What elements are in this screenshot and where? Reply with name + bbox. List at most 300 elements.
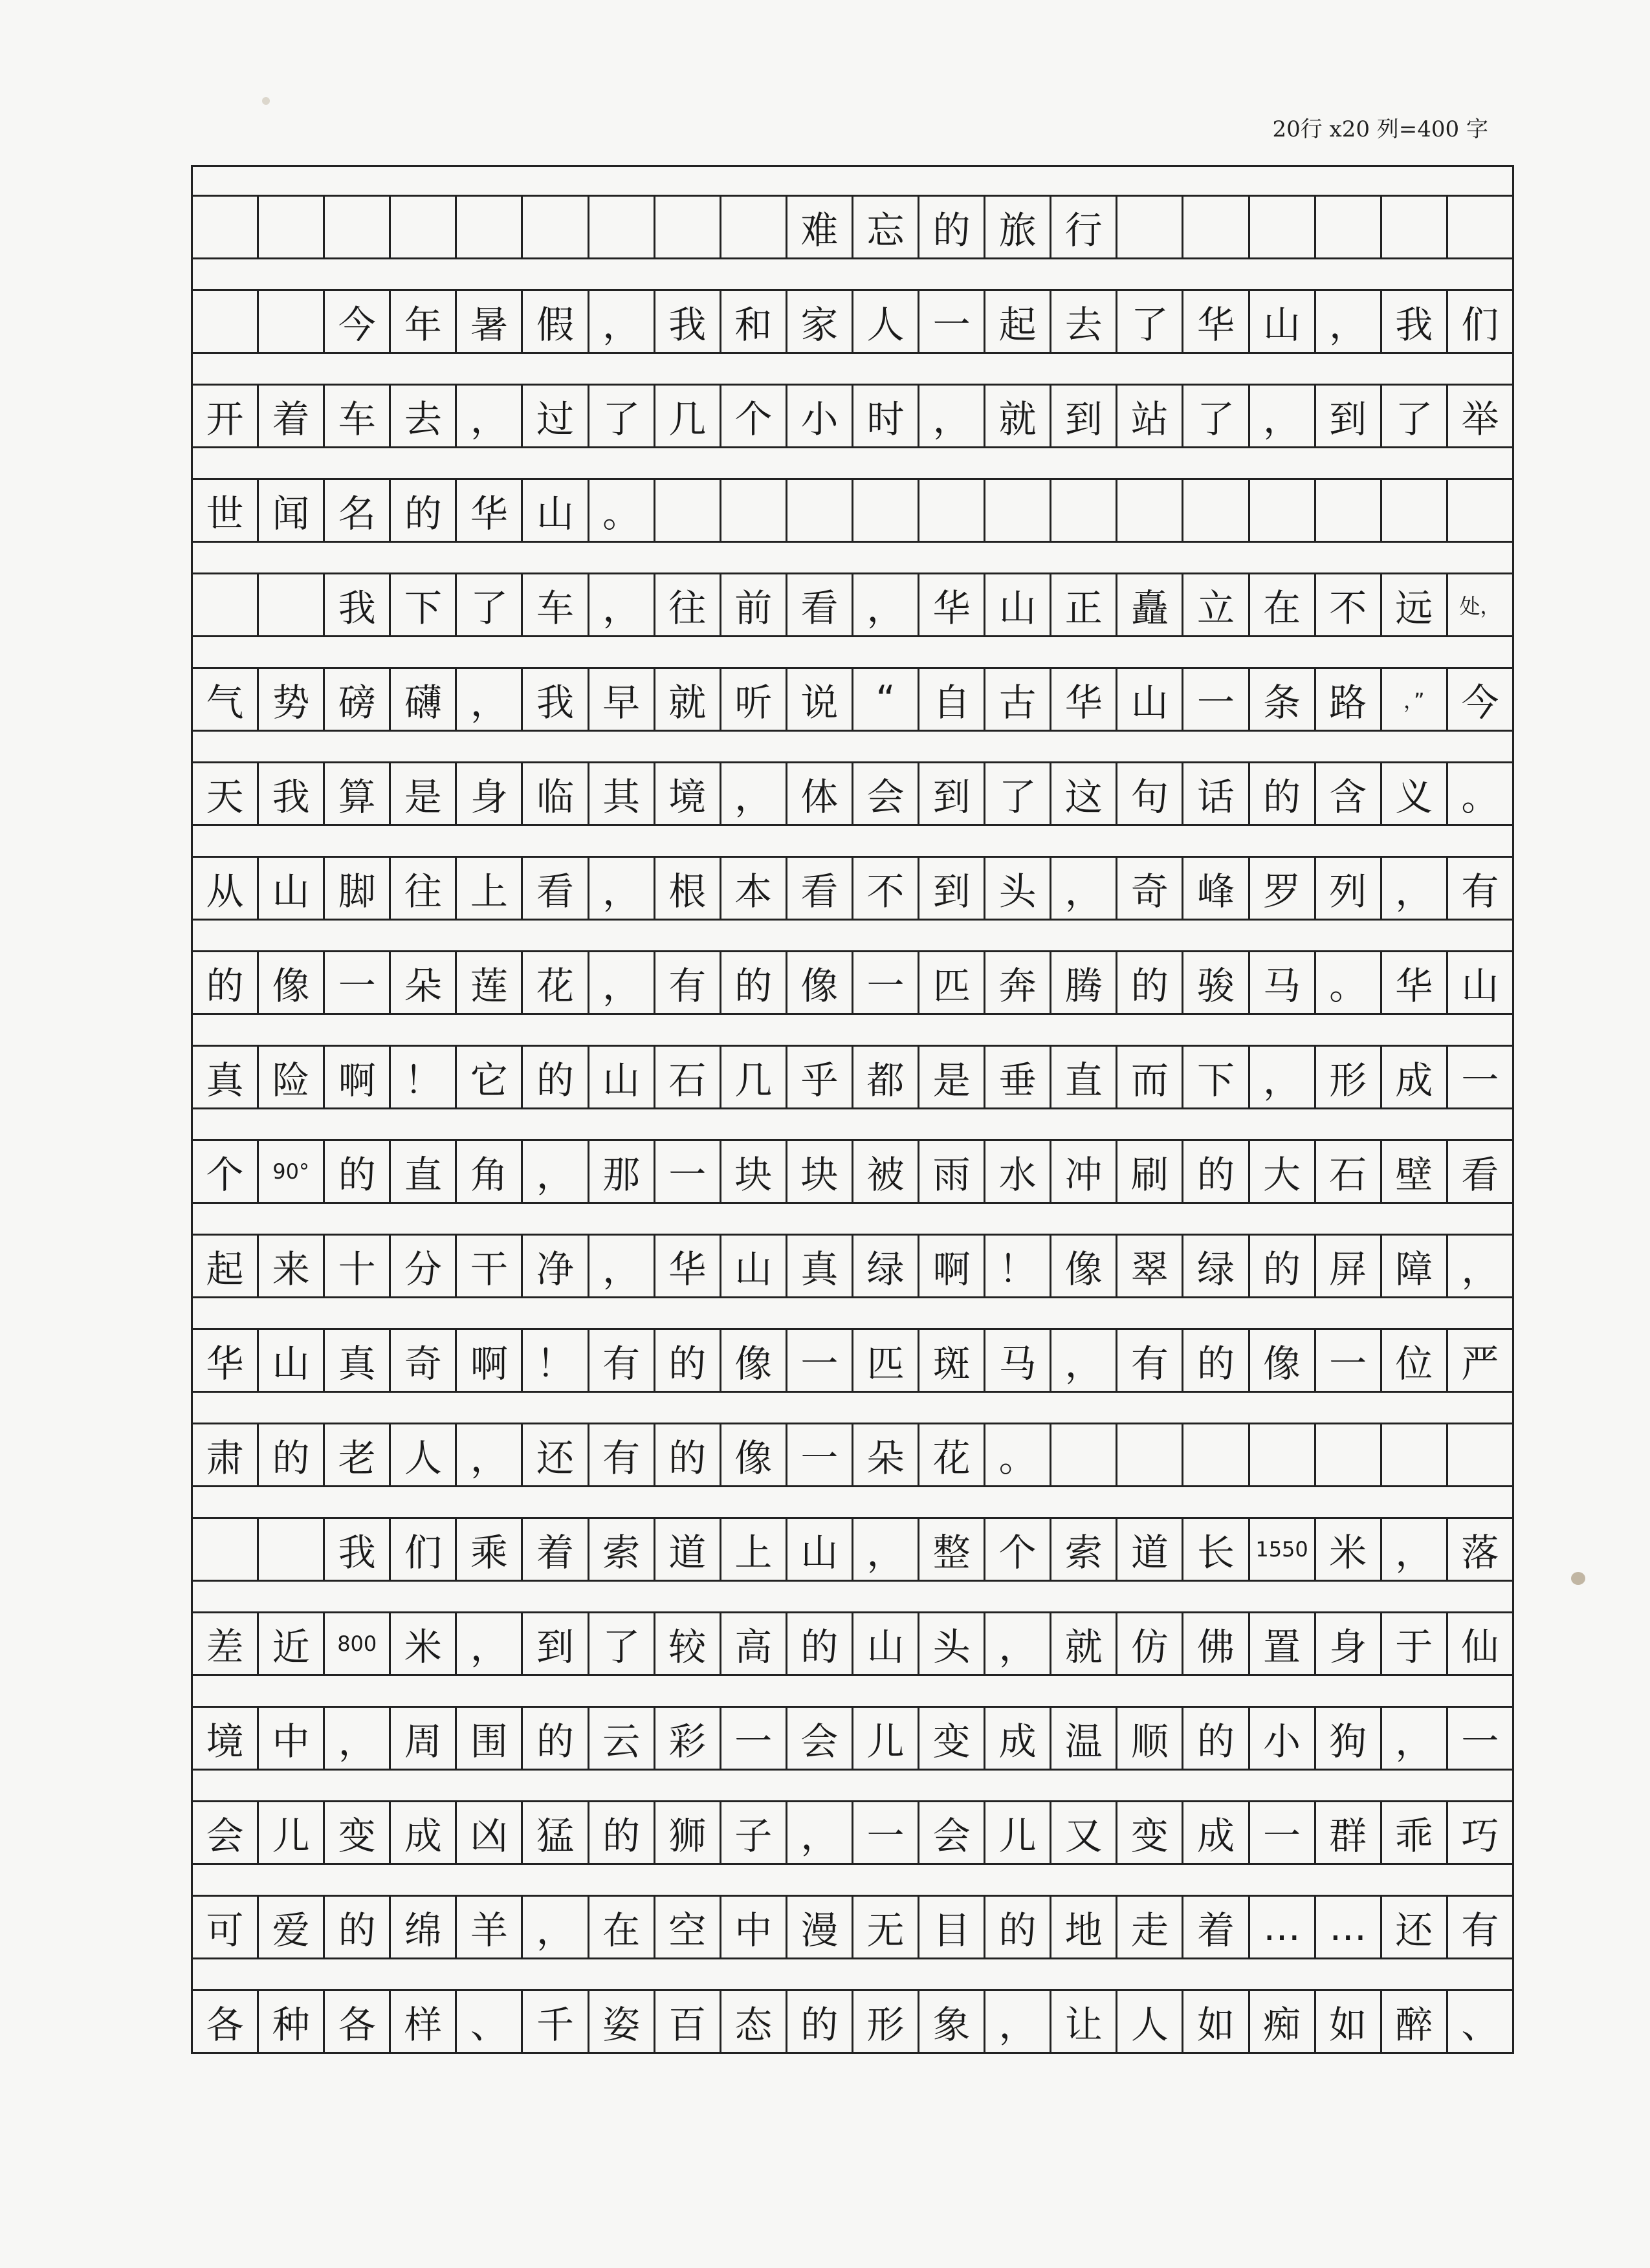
grid-cell: ， [589, 1236, 655, 1296]
grid-cell [1382, 197, 1448, 257]
grid-cell: 、 [457, 1991, 523, 2052]
grid-cell: 闻 [259, 480, 325, 541]
grid-cell: 形 [853, 1991, 919, 2052]
grid-cell: 无 [853, 1897, 919, 1957]
text-row [191, 384, 1514, 448]
grid-cell: 年 [391, 291, 457, 352]
text-row [191, 572, 1514, 637]
grid-cell: 往 [391, 858, 457, 919]
grid-cell: ， [589, 858, 655, 919]
grid-cell: 仙 [1448, 1613, 1514, 1674]
grid-cell [1448, 480, 1514, 541]
grid-cell: 一 [721, 1708, 787, 1769]
grid-cell: 就 [655, 669, 721, 730]
grid-cell: 峰 [1183, 858, 1249, 919]
grid-cell: 仿 [1117, 1613, 1183, 1674]
grid-cell: 上 [457, 858, 523, 919]
grid-cell: 乖 [1382, 1802, 1448, 1863]
grid-cell: 于 [1382, 1613, 1448, 1674]
grid-cell: 一 [787, 1424, 853, 1485]
text-row [191, 289, 1514, 354]
grid-cell: 较 [655, 1613, 721, 1674]
grid-cell: 来 [259, 1236, 325, 1296]
grid-cell: 我 [655, 291, 721, 352]
grid-cell [259, 291, 325, 352]
text-row [191, 1234, 1514, 1298]
grid-cell: 道 [655, 1519, 721, 1580]
grid-cell: 高 [721, 1613, 787, 1674]
grid-cell: 人 [391, 1424, 457, 1485]
grid-cell: 的 [325, 1897, 391, 1957]
row-gap [191, 1771, 1514, 1800]
grid-cell: 围 [457, 1708, 523, 1769]
grid-cell: 千 [523, 1991, 589, 2052]
grid-cell: 花 [523, 952, 589, 1013]
grid-cell: 我 [1382, 291, 1448, 352]
grid-cell: 狮 [655, 1802, 721, 1863]
grid-cell: ， [853, 1519, 919, 1580]
grid-cell: 。 [589, 480, 655, 541]
grid-cell: 的 [721, 952, 787, 1013]
grid-cell: 净 [523, 1236, 589, 1296]
grid-cell: 去 [1051, 291, 1117, 352]
grid-cell: 山 [721, 1236, 787, 1296]
grid-cell: ， [589, 952, 655, 1013]
grid-cell: 严 [1448, 1330, 1514, 1391]
grid-cell [1448, 197, 1514, 257]
grid-cell: 啊 [325, 1047, 391, 1107]
grid-cell: 名 [325, 480, 391, 541]
grid-cell: 我 [259, 763, 325, 824]
grid-cell: 条 [1250, 669, 1316, 730]
grid-cell: 一 [1316, 1330, 1382, 1391]
grid-cell: 山 [259, 858, 325, 919]
grid-cell: 世 [193, 480, 259, 541]
grid-cell: 体 [787, 763, 853, 824]
grid-cell: 的 [1250, 763, 1316, 824]
grid-cell: 成 [985, 1708, 1051, 1769]
grid-cell: 小 [787, 386, 853, 446]
grid-cell: 起 [985, 291, 1051, 352]
grid-cell: 垂 [985, 1047, 1051, 1107]
grid-cell: 家 [787, 291, 853, 352]
grid-cell: 的 [259, 1424, 325, 1485]
grid-cell: ， [457, 1424, 523, 1485]
grid-cell [259, 574, 325, 635]
row-gap [191, 732, 1514, 761]
text-row [191, 1045, 1514, 1109]
grid-cell: 近 [259, 1613, 325, 1674]
grid-cell: 干 [457, 1236, 523, 1296]
grid-cell: 了 [1382, 386, 1448, 446]
grid-cell: 其 [589, 763, 655, 824]
grid-cell [391, 197, 457, 257]
grid-cell: 变 [1117, 1802, 1183, 1863]
grid-cell: 小 [1250, 1708, 1316, 1769]
grid-cell: 的 [1250, 1236, 1316, 1296]
grid-cell [1382, 480, 1448, 541]
grid-cell: 、 [1448, 1991, 1514, 2052]
grid-cell: ， [1448, 1236, 1514, 1296]
grid-cell [1448, 1424, 1514, 1485]
grid-cell [1051, 480, 1117, 541]
grid-cell: 了 [1117, 291, 1183, 352]
grid-cell: 下 [391, 574, 457, 635]
row-gap [191, 1582, 1514, 1611]
grid-cell: 境 [655, 763, 721, 824]
text-row [191, 1139, 1514, 1204]
grid-cell: 身 [1316, 1613, 1382, 1674]
grid-cell: 就 [985, 386, 1051, 446]
row-gap [191, 543, 1514, 572]
grid-cell: 石 [655, 1047, 721, 1107]
grid-cell: 到 [1316, 386, 1382, 446]
grid-cell: 如 [1183, 1991, 1249, 2052]
grid-cell: 差 [193, 1613, 259, 1674]
text-row [191, 1800, 1514, 1865]
grid-cell: 和 [721, 291, 787, 352]
paper-stain [262, 97, 270, 105]
grid-cell: 几 [721, 1047, 787, 1107]
grid-cell: 各 [193, 1991, 259, 2052]
grid-cell: 中 [259, 1708, 325, 1769]
row-gap [191, 354, 1514, 384]
grid-cell: 刷 [1117, 1141, 1183, 1202]
grid-cell: 猛 [523, 1802, 589, 1863]
grid-cell: 磅 [325, 669, 391, 730]
grid-cell: ， [1051, 1330, 1117, 1391]
grid-cell: 会 [919, 1802, 985, 1863]
grid-cell: 像 [1250, 1330, 1316, 1391]
grid-cell: 那 [589, 1141, 655, 1202]
grid-cell: 算 [325, 763, 391, 824]
grid-cell: 老 [325, 1424, 391, 1485]
grid-cell: ， [325, 1708, 391, 1769]
grid-cell: 站 [1117, 386, 1183, 446]
grid-cell: 义 [1382, 763, 1448, 824]
text-row [191, 1328, 1514, 1393]
grid-cell: 爱 [259, 1897, 325, 1957]
grid-cell: 像 [787, 952, 853, 1013]
grid-cell: 了 [589, 386, 655, 446]
grid-cell: 的 [325, 1141, 391, 1202]
paper-stain [1571, 1572, 1585, 1585]
grid-cell: 一 [1183, 669, 1249, 730]
grid-cell: 处， [1448, 574, 1514, 635]
grid-cell: 空 [655, 1897, 721, 1957]
grid-cell: 山 [853, 1613, 919, 1674]
grid-cell [193, 1519, 259, 1580]
grid-cell: 儿 [853, 1708, 919, 1769]
grid-cell: 气 [193, 669, 259, 730]
text-row [191, 1611, 1514, 1676]
grid-cell: 羊 [457, 1897, 523, 1957]
grid-cell: 假 [523, 291, 589, 352]
grid-cell: 绿 [1183, 1236, 1249, 1296]
grid-cell: 的 [1183, 1141, 1249, 1202]
row-gap [191, 165, 1514, 195]
grid-cell: 有 [1117, 1330, 1183, 1391]
grid-cell: ， [1316, 291, 1382, 352]
grid-cell: 800 [325, 1613, 391, 1674]
grid-cell: 漫 [787, 1897, 853, 1957]
grid-cell: 山 [1117, 669, 1183, 730]
grid-cell: 一 [1448, 1047, 1514, 1107]
grid-cell: 佛 [1183, 1613, 1249, 1674]
grid-cell: 古 [985, 669, 1051, 730]
grid-cell: 的 [787, 1991, 853, 2052]
grid-cell: 痴 [1250, 1991, 1316, 2052]
grid-spec-header: 20行 x20 列=400 字 [1272, 116, 1488, 142]
grid-cell: 了 [589, 1613, 655, 1674]
grid-cell: 不 [853, 858, 919, 919]
grid-cell: 是 [919, 1047, 985, 1107]
grid-cell: 个 [985, 1519, 1051, 1580]
grid-cell: 在 [589, 1897, 655, 1957]
title-character: 的 [919, 197, 985, 257]
row-gap [191, 1015, 1514, 1045]
grid-cell: ， [787, 1802, 853, 1863]
grid-cell: 百 [655, 1991, 721, 2052]
grid-cell: 我 [523, 669, 589, 730]
grid-cell: 地 [1051, 1897, 1117, 1957]
grid-cell: 看 [787, 574, 853, 635]
grid-cell: 整 [919, 1519, 985, 1580]
grid-cell: 像 [721, 1330, 787, 1391]
grid-cell: 有 [1448, 1897, 1514, 1957]
grid-cell: 朵 [391, 952, 457, 1013]
grid-cell: 了 [457, 574, 523, 635]
grid-cell: 到 [523, 1613, 589, 1674]
grid-cell: 可 [193, 1897, 259, 1957]
grid-cell: ， [457, 669, 523, 730]
grid-cell: 人 [853, 291, 919, 352]
grid-cell: 又 [1051, 1802, 1117, 1863]
grid-cell: ， [523, 1897, 589, 1957]
grid-cell: 我 [325, 1519, 391, 1580]
grid-cell: 翠 [1117, 1236, 1183, 1296]
grid-cell: 山 [1250, 291, 1316, 352]
grid-cell: 还 [523, 1424, 589, 1485]
grid-cell: 匹 [853, 1330, 919, 1391]
grid-cell: ， [457, 386, 523, 446]
grid-cell: 前 [721, 574, 787, 635]
grid-cell [1051, 1424, 1117, 1485]
grid-cell [721, 197, 787, 257]
title-character: 忘 [853, 197, 919, 257]
grid-cell: 一 [655, 1141, 721, 1202]
grid-cell: ， [523, 1141, 589, 1202]
text-row [191, 1423, 1514, 1487]
grid-cell: 的 [985, 1897, 1051, 1957]
grid-cell: 儿 [259, 1802, 325, 1863]
grid-cell: 山 [1448, 952, 1514, 1013]
grid-cell: 本 [721, 858, 787, 919]
grid-cell: 的 [1183, 1708, 1249, 1769]
grid-cell: 十 [325, 1236, 391, 1296]
text-row [191, 1517, 1514, 1582]
grid-cell: 话 [1183, 763, 1249, 824]
grid-cell: 它 [457, 1047, 523, 1107]
grid-cell: 到 [919, 858, 985, 919]
grid-cell: 水 [985, 1141, 1051, 1202]
grid-cell: 路 [1316, 669, 1382, 730]
grid-cell: 的 [1117, 952, 1183, 1013]
grid-cell: 的 [655, 1330, 721, 1391]
grid-cell [655, 197, 721, 257]
grid-cell: 雨 [919, 1141, 985, 1202]
grid-cell: 中 [721, 1897, 787, 1957]
grid-cell: 一 [853, 952, 919, 1013]
grid-cell: 山 [985, 574, 1051, 635]
grid-cell: 有 [1448, 858, 1514, 919]
grid-cell: 山 [787, 1519, 853, 1580]
grid-cell: 去 [391, 386, 457, 446]
grid-cell: 华 [919, 574, 985, 635]
grid-cell [325, 197, 391, 257]
text-row [191, 478, 1514, 543]
grid-cell: 含 [1316, 763, 1382, 824]
grid-cell: 姿 [589, 1991, 655, 2052]
grid-cell: 过 [523, 386, 589, 446]
grid-cell [259, 1519, 325, 1580]
grid-cell: 成 [391, 1802, 457, 1863]
grid-cell: 冲 [1051, 1141, 1117, 1202]
grid-cell: 目 [919, 1897, 985, 1957]
grid-cell: 真 [787, 1236, 853, 1296]
grid-cell: 群 [1316, 1802, 1382, 1863]
grid-cell: 1550 [1250, 1519, 1316, 1580]
grid-cell: ， [1051, 858, 1117, 919]
grid-cell: 会 [853, 763, 919, 824]
grid-cell: 们 [1448, 291, 1514, 352]
grid-cell: 乘 [457, 1519, 523, 1580]
grid-cell: 句 [1117, 763, 1183, 824]
row-gap [191, 1487, 1514, 1517]
grid-cell: 云 [589, 1708, 655, 1769]
grid-cell: 90° [259, 1141, 325, 1202]
grid-cell: 莲 [457, 952, 523, 1013]
text-row [191, 1706, 1514, 1771]
grid-cell: 在 [1250, 574, 1316, 635]
grid-cell: 华 [193, 1330, 259, 1391]
grid-cell: 车 [325, 386, 391, 446]
grid-cell: 有 [589, 1330, 655, 1391]
grid-cell: 落 [1448, 1519, 1514, 1580]
grid-cell: 华 [457, 480, 523, 541]
grid-cell: 各 [325, 1991, 391, 2052]
grid-cell: 。 [1448, 763, 1514, 824]
grid-cell: 头 [919, 1613, 985, 1674]
grid-cell: … [1316, 1897, 1382, 1957]
grid-cell: 到 [919, 763, 985, 824]
grid-cell: 索 [1051, 1519, 1117, 1580]
grid-cell [985, 480, 1051, 541]
grid-cell: 一 [853, 1802, 919, 1863]
grid-cell: 态 [721, 1991, 787, 2052]
grid-cell: 狗 [1316, 1708, 1382, 1769]
manuscript-grid [191, 165, 1514, 2054]
grid-cell: 米 [391, 1613, 457, 1674]
grid-cell: 变 [325, 1802, 391, 1863]
grid-cell: ， [919, 386, 985, 446]
grid-cell [787, 480, 853, 541]
grid-cell: 种 [259, 1991, 325, 2052]
grid-cell: 道 [1117, 1519, 1183, 1580]
grid-cell [193, 291, 259, 352]
grid-cell: 一 [325, 952, 391, 1013]
grid-cell: 奇 [391, 1330, 457, 1391]
grid-cell: … [1250, 1897, 1316, 1957]
grid-cell: 人 [1117, 1991, 1183, 2052]
grid-cell: 的 [391, 480, 457, 541]
grid-cell: ，” [1382, 669, 1448, 730]
grid-cell: 看 [787, 858, 853, 919]
grid-cell [1382, 1424, 1448, 1485]
grid-cell: 开 [193, 386, 259, 446]
grid-cell: 几 [655, 386, 721, 446]
grid-cell: 矗 [1117, 574, 1183, 635]
title-character: 行 [1051, 197, 1117, 257]
grid-cell: 头 [985, 858, 1051, 919]
grid-cell: 象 [919, 1991, 985, 2052]
grid-cell: 个 [193, 1141, 259, 1202]
text-row [191, 1989, 1514, 2054]
grid-cell: 。 [1316, 952, 1382, 1013]
grid-cell: 会 [193, 1802, 259, 1863]
grid-cell: 如 [1316, 1991, 1382, 2052]
grid-cell: 变 [919, 1708, 985, 1769]
grid-cell: 米 [1316, 1519, 1382, 1580]
grid-cell: 礴 [391, 669, 457, 730]
grid-cell: 一 [787, 1330, 853, 1391]
grid-cell: 样 [391, 1991, 457, 2052]
grid-cell: 像 [259, 952, 325, 1013]
grid-cell: ， [985, 1613, 1051, 1674]
grid-cell: 绵 [391, 1897, 457, 1957]
grid-cell: 起 [193, 1236, 259, 1296]
grid-cell: ， [457, 1613, 523, 1674]
grid-cell: 一 [919, 291, 985, 352]
grid-cell: 天 [193, 763, 259, 824]
grid-cell: 长 [1183, 1519, 1249, 1580]
grid-cell: 而 [1117, 1047, 1183, 1107]
grid-cell: 华 [1382, 952, 1448, 1013]
grid-cell: 子 [721, 1802, 787, 1863]
grid-cell [1316, 1424, 1382, 1485]
grid-cell: 位 [1382, 1330, 1448, 1391]
grid-cell: 是 [391, 763, 457, 824]
text-row [191, 761, 1514, 826]
grid-cell: 下 [1183, 1047, 1249, 1107]
grid-cell: 我 [325, 574, 391, 635]
grid-cell: 着 [1183, 1897, 1249, 1957]
grid-cell: 势 [259, 669, 325, 730]
grid-cell: 暑 [457, 291, 523, 352]
grid-cell [1250, 197, 1316, 257]
grid-cell: 临 [523, 763, 589, 824]
grid-cell: 壁 [1382, 1141, 1448, 1202]
grid-cell [193, 574, 259, 635]
grid-cell: 醉 [1382, 1991, 1448, 2052]
grid-cell: “ [853, 669, 919, 730]
grid-cell: 让 [1051, 1991, 1117, 2052]
grid-cell: 了 [985, 763, 1051, 824]
grid-cell: 身 [457, 763, 523, 824]
grid-cell: 角 [457, 1141, 523, 1202]
grid-cell: 的 [193, 952, 259, 1013]
grid-cell [1183, 1424, 1249, 1485]
